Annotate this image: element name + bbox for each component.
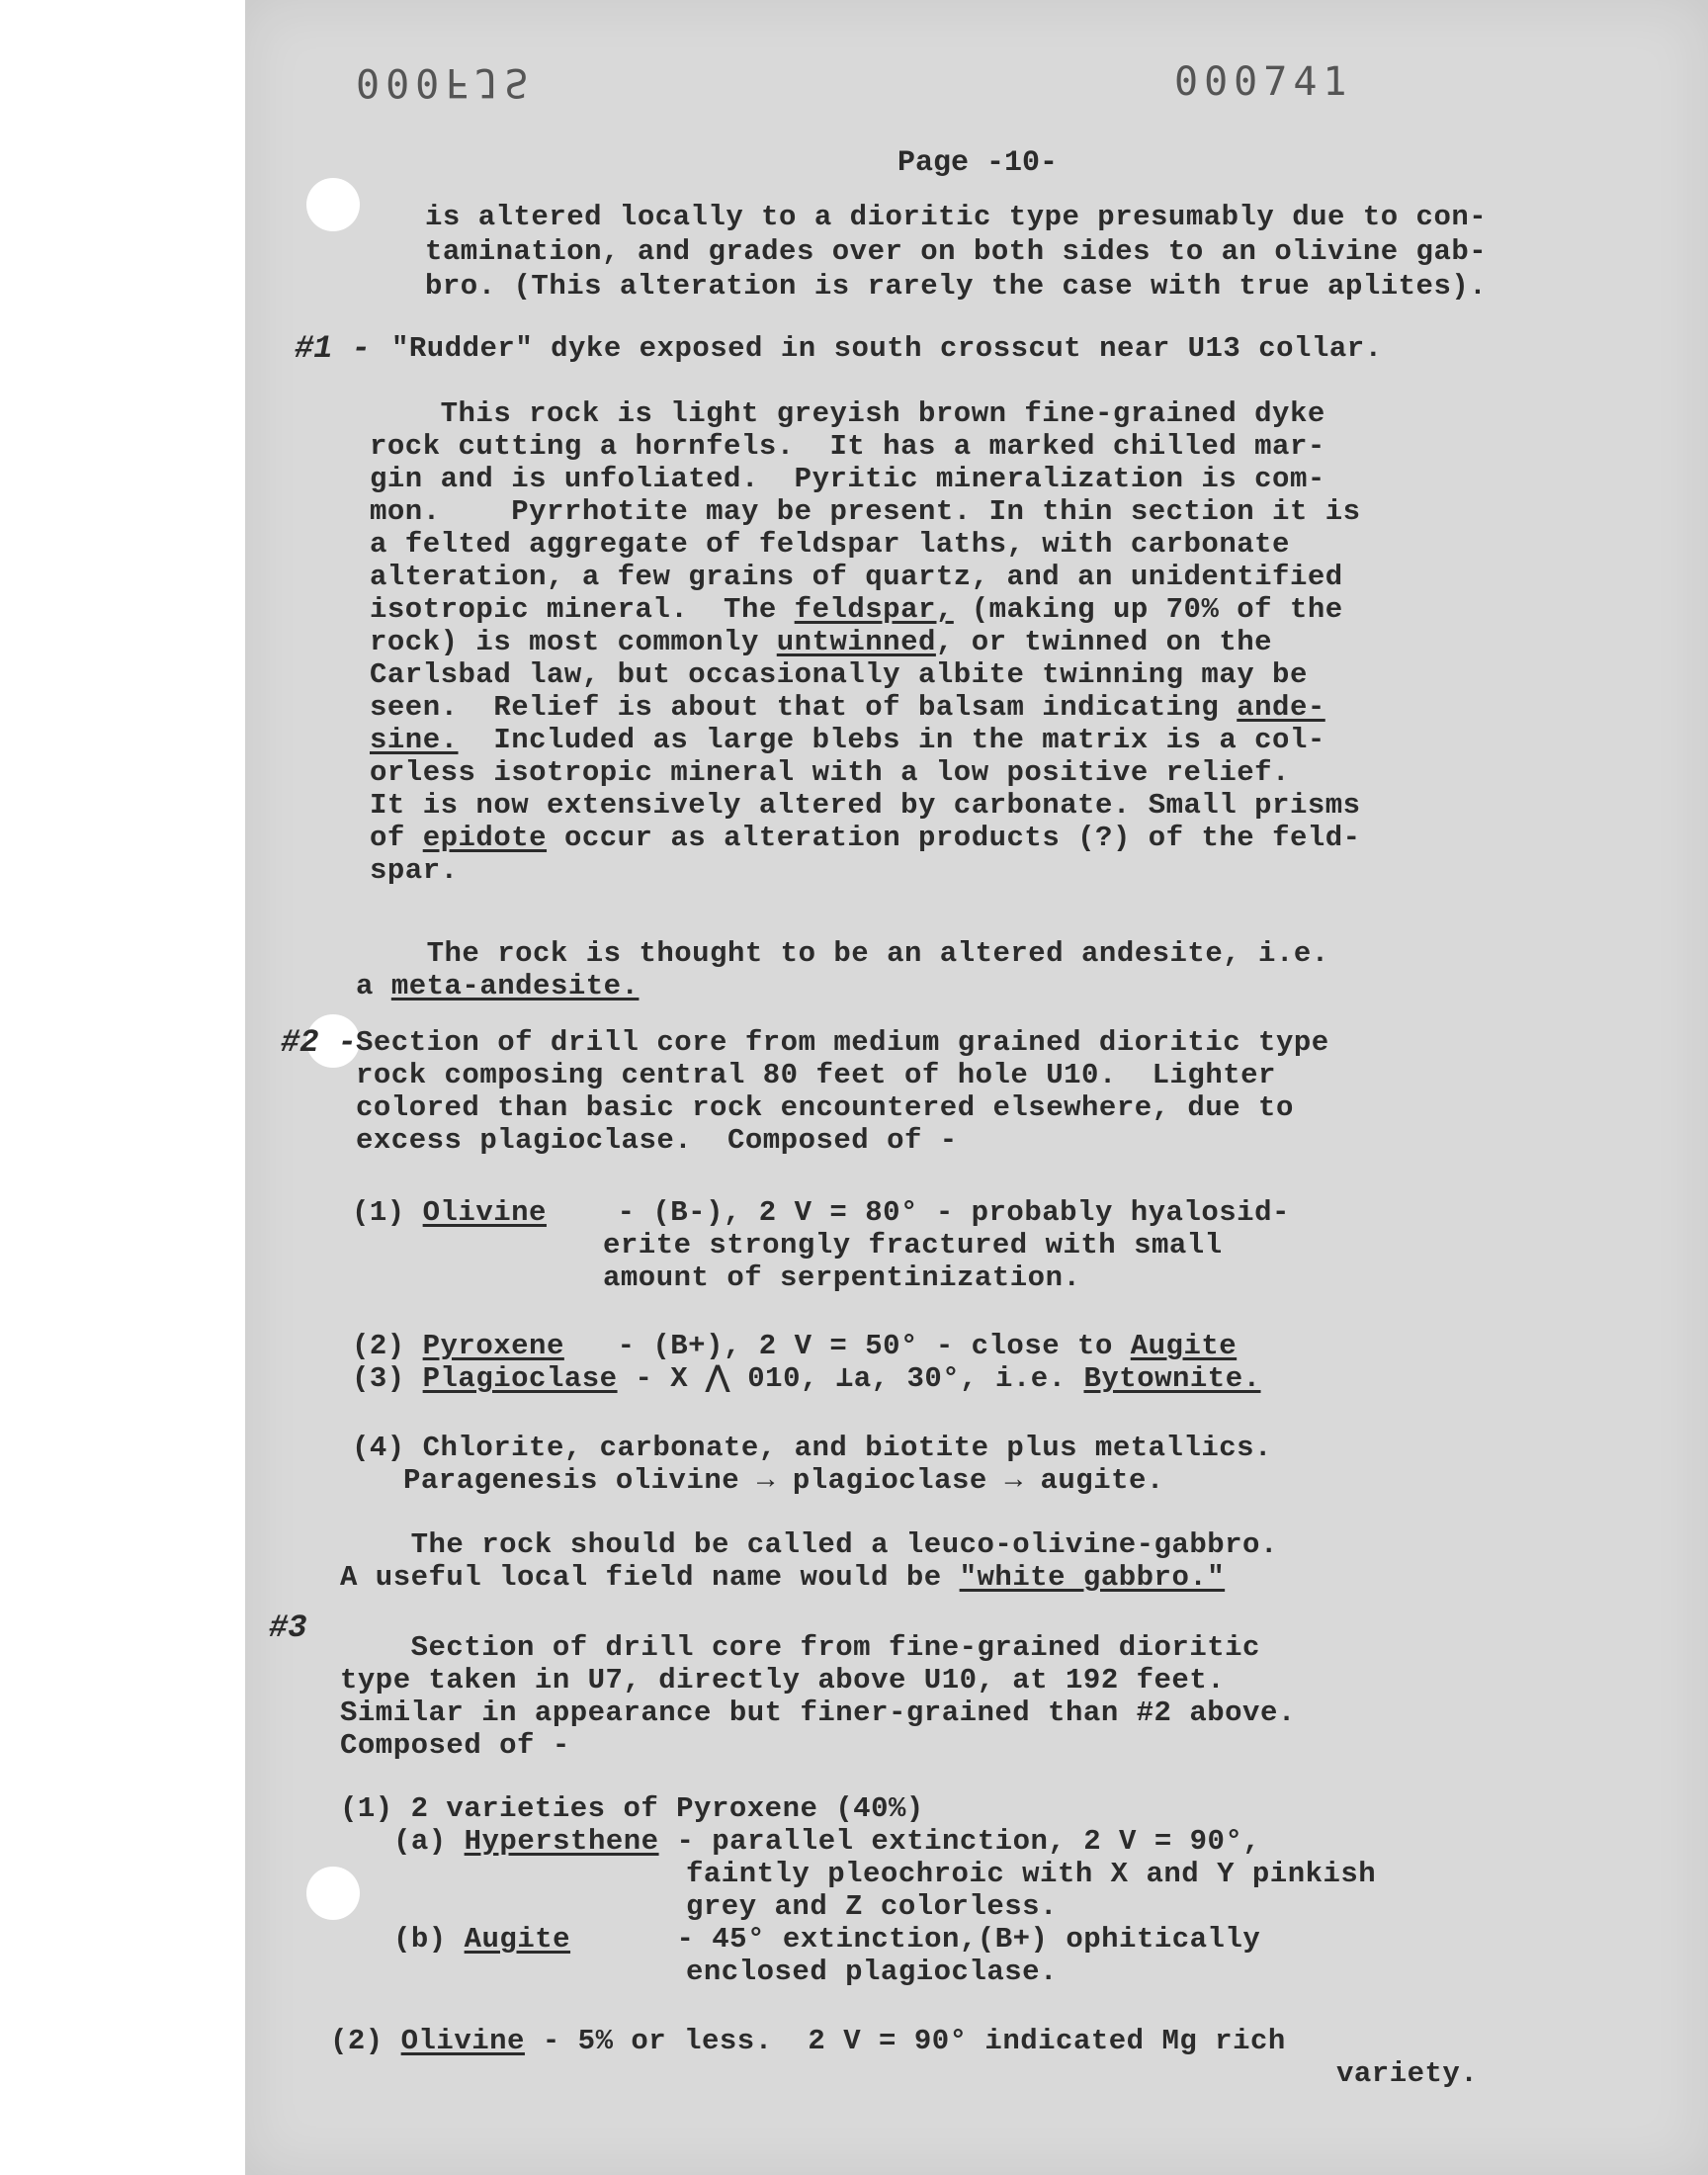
text-line: amount of serpentinization. xyxy=(603,1262,1081,1294)
text-line: The rock is thought to be an altered andesite, i.e. xyxy=(356,937,1329,970)
text-line: enclosed plagioclase. xyxy=(686,1956,1058,1988)
text-line: type taken in U7, directly above U10, at 192 feet. xyxy=(340,1664,1226,1696)
punch-hole xyxy=(306,1867,360,1920)
underlined-term: Pyroxene xyxy=(422,1330,564,1362)
list-item: (2) Pyroxene - (B+), 2 V = 50° - close to Augite xyxy=(352,1330,1238,1362)
underlined-term: meta-andesite. xyxy=(390,970,640,1002)
underlined-term: epidote xyxy=(422,822,548,854)
section-label: #3 xyxy=(269,1610,307,1646)
list-item: (4) Chlorite, carbonate, and biotite plus metallics. xyxy=(352,1432,1272,1464)
underlined-term: Hypersthene xyxy=(464,1825,659,1858)
page-number: Page -10- xyxy=(897,146,1059,180)
text-line: rock cutting a hornfels. It has a marked chilled mar- xyxy=(370,430,1325,463)
text-line: variety. xyxy=(1336,2057,1479,2090)
underlined-term: untwinned xyxy=(776,626,936,658)
section-label: #2 - xyxy=(281,1024,357,1061)
text-line: seen. Relief is about that of balsam indicating ande- xyxy=(370,691,1325,724)
underlined-term: Augite xyxy=(464,1923,571,1956)
text-line: grey and Z colorless. xyxy=(686,1890,1058,1923)
underlined-term: Olivine xyxy=(400,2025,525,2057)
list-item: (1) Olivine - (B-), 2 V = 80° - probably hyalosid- xyxy=(352,1196,1290,1229)
text-line: Carlsbad law, but occasionally albite twinning may be xyxy=(370,658,1308,691)
section-title: "Rudder" dyke exposed in south crosscut near U13 collar. xyxy=(391,332,1383,365)
text-line: excess plagioclase. Composed of - xyxy=(356,1124,958,1157)
text-line: A useful local field name would be "white gabbro." xyxy=(340,1561,1226,1594)
text-line: faintly pleochroic with X and Y pinkish xyxy=(686,1858,1377,1890)
underlined-term: Bytownite. xyxy=(1083,1362,1261,1395)
text-line: bro. (This alteration is rarely the case with true aplites). xyxy=(425,270,1488,303)
section-label: #1 - xyxy=(295,330,371,367)
text-line: Similar in appearance but finer-grained than #2 above. xyxy=(340,1696,1296,1729)
text-line: isotropic mineral. The feldspar, (making up 70% of the xyxy=(370,593,1343,626)
text-line: colored than basic rock encountered elsewhere, due to xyxy=(356,1091,1294,1124)
document-stamp-left: 000FJS xyxy=(356,59,535,105)
text-line: Paragenesis olivine → plagioclase → augite. xyxy=(403,1464,1164,1497)
text-line: a meta-andesite. xyxy=(356,970,640,1002)
underlined-term: Plagioclase xyxy=(422,1362,618,1395)
list-item: (3) Plagioclase - X ⋀ 010, ⊥a, 30°, i.e. Bytownite. xyxy=(352,1362,1261,1395)
underlined-term: feldspar, xyxy=(794,593,954,626)
underlined-term: "white gabbro." xyxy=(959,1561,1226,1594)
text-line: of epidote occur as alteration products (?) of the feld- xyxy=(370,822,1361,854)
underlined-term: sine. xyxy=(370,724,459,756)
list-item: (1) 2 varieties of Pyroxene (40%) xyxy=(340,1792,924,1825)
text-line: It is now extensively altered by carbonate. Small prisms xyxy=(370,789,1361,822)
text-line: Composed of - xyxy=(340,1729,570,1762)
text-line: a felted aggregate of feldspar laths, with carbonate xyxy=(370,528,1290,561)
punch-hole xyxy=(306,178,360,231)
text-line: Section of drill core from fine-grained dioritic xyxy=(340,1631,1260,1664)
underlined-term: ande- xyxy=(1237,691,1325,724)
text-line: The rock should be called a leuco-olivine-gabbro. xyxy=(340,1528,1278,1561)
underlined-term: Olivine xyxy=(422,1196,547,1229)
text-line: tamination, and grades over on both sides to an olivine gab- xyxy=(425,235,1488,268)
text-line: gin and is unfoliated. Pyritic mineralization is com- xyxy=(370,463,1325,495)
text-line: orless isotropic mineral with a low positive relief. xyxy=(370,756,1290,789)
text-line: rock) is most commonly untwinned, or twinned on the xyxy=(370,626,1273,658)
list-item: (b) Augite - 45° extinction,(B+) ophitically xyxy=(393,1923,1261,1956)
text-line: is altered locally to a dioritic type presumably due to con- xyxy=(425,201,1488,233)
text-line: This rock is light greyish brown fine-grained dyke xyxy=(370,397,1325,430)
document-page xyxy=(245,0,1708,2175)
text-line: mon. Pyrrhotite may be present. In thin section it is xyxy=(370,495,1361,528)
text-line: rock composing central 80 feet of hole U10. Lighter xyxy=(356,1059,1276,1091)
underlined-term: Augite xyxy=(1130,1330,1238,1362)
text-line: spar. xyxy=(370,854,459,887)
list-item: (2) Olivine - 5% or less. 2 V = 90° indicated Mg rich xyxy=(330,2025,1286,2057)
text-line: Section of drill core from medium grained dioritic type xyxy=(356,1026,1329,1059)
document-stamp-right: 000741 xyxy=(1174,59,1353,105)
text-line: sine. Included as large blebs in the matrix is a col- xyxy=(370,724,1325,756)
text-line: alteration, a few grains of quartz, and an unidentified xyxy=(370,561,1343,593)
text-line: erite strongly fractured with small xyxy=(603,1229,1223,1262)
list-item: (a) Hypersthene - parallel extinction, 2 V = 90°, xyxy=(393,1825,1261,1858)
